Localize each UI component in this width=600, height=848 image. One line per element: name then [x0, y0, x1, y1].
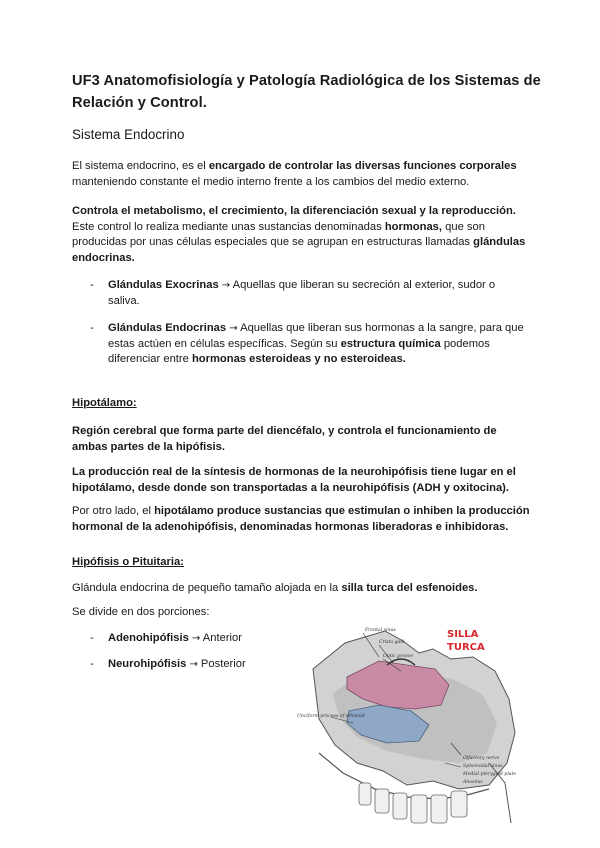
bullet-dash: -: [90, 632, 94, 644]
silla-label-line2: TURCA: [447, 642, 485, 653]
hipofisis-heading: Hipófisis o Pituitaria:: [72, 556, 184, 568]
bullet-dash: -: [90, 279, 94, 291]
arrow-right-icon: →: [191, 633, 201, 644]
intro-paragraph: El sistema endocrino, es el encargado de controlar las diversas funciones corporales manteniendo constante el medio interno frente a los cambios del medio externo.: [72, 160, 517, 188]
figure-small-label: Medial pterygoid plate: [463, 772, 517, 777]
sella-turcica-figure: [283, 613, 529, 845]
arrow-right-icon: →: [229, 323, 238, 334]
figure-small-label: Frontal sinus: [365, 628, 396, 633]
hipotalamo-paragraph-3: Por otro lado, el hipotálamo produce sustancias que estimulan o inhiben la producción hormonal de la adenohipófisis, denominadas hormonas liberadoras e inhibidoras.: [72, 505, 530, 533]
control-paragraph: Controla el metabolismo, el crecimiento, la diferenciación sexual y la reproducción. Este control lo realiza mediante unas sustancias denominadas hormonas, que son producidas por unas células especiales que se agrupan en estructuras llamadas glándulas endocrinas.: [72, 205, 526, 264]
list-item-endocrinas: Glándulas Endocrinas → Aquellas que liberan sus hormonas a la sangre, para que estas actúen en células específicas. Según su estructura química podemos diferenciar entre hormonas esteroideas y no esteroideas.: [108, 322, 524, 366]
arrow-right-icon: →: [221, 280, 231, 291]
figure-small-label: Olfactory nerve: [463, 756, 500, 761]
figure-small-label: Unciform process of ethmoid: [297, 714, 365, 719]
figure-small-label: Alveolus: [463, 780, 483, 785]
figure-small-label: Optic groove: [383, 654, 414, 659]
list-item-neurohipofisis: Neurohipófisis → Posterior: [108, 658, 246, 670]
hipotalamo-paragraph-2: La producción real de la síntesis de hormonas de la neurohipófisis tiene lugar en el hipotálamo, desde donde son transportadas a la neurohipófisis (ADH y oxitocina).: [72, 466, 516, 494]
figure-small-label: Sphenoidal sinus: [463, 764, 503, 769]
list-item-adenohipofisis: Adenohipófisis → Anterior: [108, 632, 242, 644]
document-title: UF3 Anatomofisiología y Patología Radiológica de los Sistemas de Relación y Control.: [72, 73, 541, 111]
bullet-dash: -: [90, 322, 94, 334]
hipofisis-paragraph-2: Se divide en dos porciones:: [72, 606, 210, 618]
hipofisis-paragraph-1: Glándula endocrina de pequeño tamaño alojada en la silla turca del esfenoides.: [72, 582, 478, 594]
section-title: Sistema Endocrino: [72, 127, 185, 142]
list-item-exocrinas: Glándulas Exocrinas → Aquellas que liberan su secreción al exterior, sudor o saliva.: [108, 279, 496, 307]
hipotalamo-paragraph-1: Región cerebral que forma parte del diencéfalo, y controla el funcionamiento de ambas partes de la hipófisis.: [72, 425, 497, 453]
bullet-dash: -: [90, 658, 94, 670]
hipotalamo-heading: Hipotálamo:: [72, 397, 137, 409]
figure-small-label: Crista galli: [379, 640, 405, 645]
arrow-right-icon: →: [189, 659, 198, 670]
silla-label-line1: SILLA: [447, 629, 479, 640]
